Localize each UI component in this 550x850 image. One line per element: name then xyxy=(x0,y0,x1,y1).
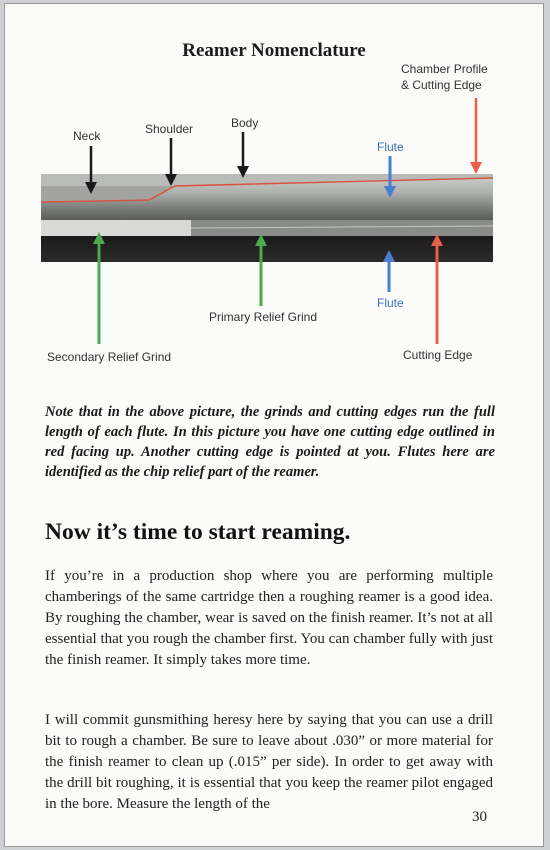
label-shoulder: Shoulder xyxy=(145,122,194,136)
section-heading: Now it’s time to start reaming. xyxy=(45,519,351,545)
label-flute-top: Flute xyxy=(377,140,404,154)
label-flute-bottom: Flute xyxy=(377,296,404,310)
flute-top-arrow-icon xyxy=(384,156,396,198)
label-chamber-profile-line2: & Cutting Edge xyxy=(401,78,482,92)
diagram-note: Note that in the above picture, the grinds and cutting edges run the full length of each flute. In this picture you have one cutting edge outlined in red facing up. Another cutting edge is pointed at you. Flutes here are identified as the chip relief part of the reamer. xyxy=(45,404,495,480)
label-neck: Neck xyxy=(73,129,101,143)
label-secondary-relief-grind: Secondary Relief Grind xyxy=(47,350,172,364)
body-paragraph: I will commit gunsmithing heresy here by saying that you can use a drill bit to rough a chamber. Be sure to leave about .030” or more material for the finish reamer to clean up (.015” per side). In order to get away with the drill bit roughing, it is essential that you keep the reamer pilot engaged in the bore. Measure the length of the xyxy=(45,712,493,812)
body-arrow-icon xyxy=(237,132,249,178)
book-page xyxy=(4,3,544,847)
label-chamber-profile: Chamber Profile xyxy=(401,62,488,76)
primary-relief-arrow-icon xyxy=(255,234,267,306)
neck-arrow-icon xyxy=(85,146,97,194)
label-primary-relief-grind: Primary Relief Grind xyxy=(209,310,318,324)
label-cutting-edge: Cutting Edge xyxy=(403,348,473,362)
secondary-relief-arrow-icon xyxy=(93,232,105,344)
body-paragraph: If you’re in a production shop where you are performing multiple chamberings of the same cartridge then a roughing reamer is a good idea. By roughing the chamber, wear is saved on the finish reamer. It’s not at all essential that you rough the chamber first. You can chamber fully with just the finish reamer. It simply takes more time. xyxy=(45,568,493,668)
label-body: Body xyxy=(231,116,259,130)
cutting-edge-arrow-icon xyxy=(431,234,443,344)
flute-bottom-arrow-icon xyxy=(383,250,395,292)
shoulder-arrow-icon xyxy=(165,138,177,186)
page-number: 30 xyxy=(472,809,487,825)
diagram-arrows xyxy=(5,4,543,384)
chamber-profile-arrow-icon xyxy=(470,98,482,174)
page-title: Reamer Nomenclature xyxy=(182,40,366,61)
